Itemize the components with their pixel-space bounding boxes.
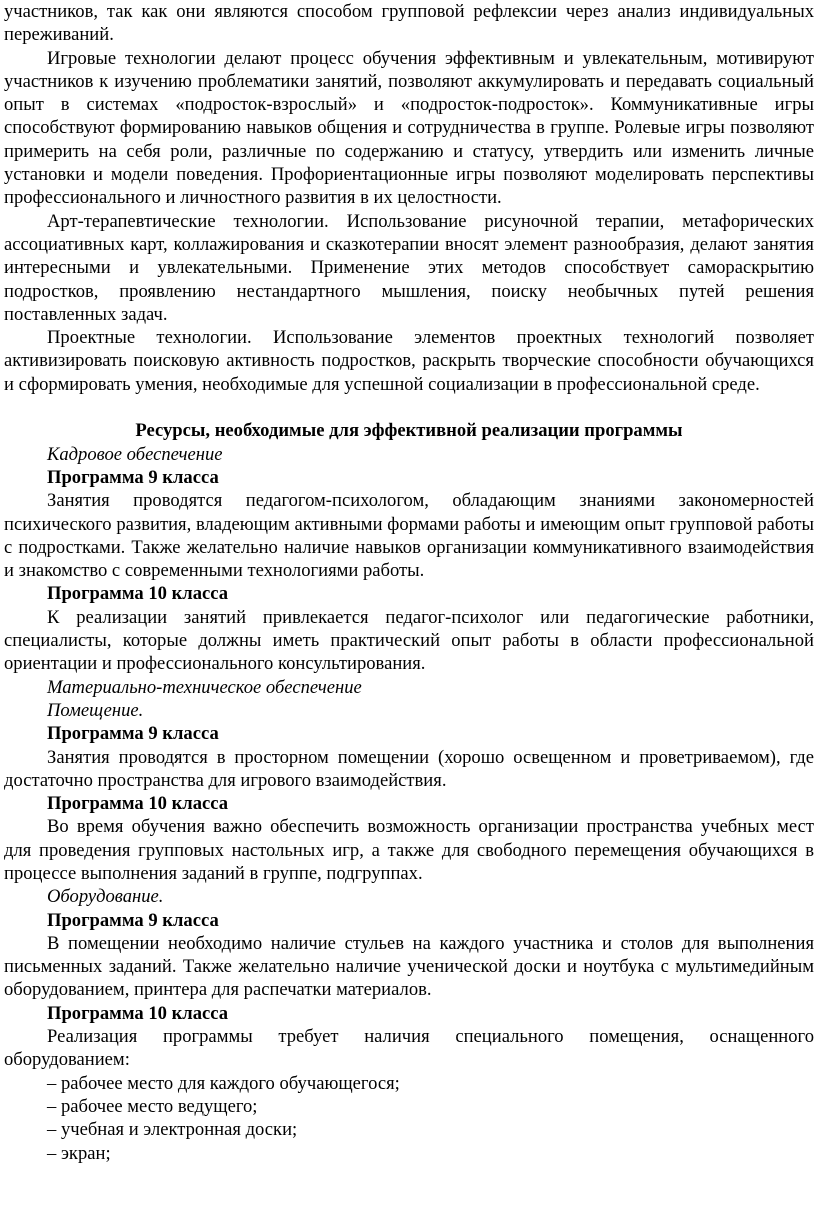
list-item: – рабочее место ведущего; [47,1095,258,1117]
paragraph-staffing-9: Занятия проводятся педагогом-психологом, обладающим знаниями закономерностей психического развития, владеющим активными формами работы и имеющим опыт групповой работы с подростками. Также желательно наличие навыков организации коммуникативного взаимодействия и знакомство с современными технологиями работы. [4,490,814,582]
label-program-10-equipment: Программа 10 класса [47,1002,229,1024]
subheading-staffing: Кадровое обеспечение [47,443,223,465]
paragraph-art-therapy: Арт-терапевтические технологии. Использование рисуночной терапии, метафорических ассоциативных карт, коллажирования и сказкотерапии вносят элемент разнообразия, делают занятия интересными и увлекательными. Применение этих методов способствует самораскрытию подростков, проявлению нестандартного мышления, поиску необычных путей решения поставленных задач. [4,210,814,325]
paragraph-equipment-10: Реализация программы требует наличия специального помещения, оснащенного оборудованием: [4,1026,814,1071]
label-program-9-equipment: Программа 9 класса [47,909,219,931]
label-program-10-staffing: Программа 10 класса [47,583,229,605]
paragraph-game-technologies: Игровые технологии делают процесс обучения эффективным и увлекательным, мотивируют участников к изучению проблематики занятий, позволяют аккумулировать и передавать социальный опыт в системах «подросток-взрослый» и «подросток-подросток». Коммуникативные игры способствуют формированию навыков общения и сотрудничества в группе. Ролевые игры позволяют примерить на себя роли, различные по содержанию и статусу, утвердить или изменить личные установки и модели поведения. Профориентационные игры позволяют моделировать перспективы профессионального и личностного развития в их целостности. [4,47,814,209]
subheading-room: Помещение. [47,699,144,721]
label-program-9-staffing: Программа 9 класса [47,466,219,488]
list-item: – экран; [47,1142,111,1164]
subheading-material: Материально-техническое обеспечение [47,676,362,698]
paragraph-room-10: Во время обучения важно обеспечить возможность организации пространства учебных мест для проведения групповых настольных игр, а также для свободного перемещения обучающихся в процессе выполнения заданий в группе, подгруппах. [4,816,814,884]
paragraph-staffing-10: К реализации занятий привлекается педагог-психолог или педагогические работники, специалисты, которые должны иметь практический опыт работы в области профессиональной ориентации и профессионального консультирования. [4,606,814,675]
subheading-equipment: Оборудование. [47,886,164,908]
section-heading-resources: Ресурсы, необходимые для эффективной реализации программы [135,420,683,442]
label-program-9-room: Программа 9 класса [47,723,219,745]
paragraph-project-technologies: Проектные технологии. Использование элементов проектных технологий позволяет активизировать поисковую активность подростков, раскрыть творческие способности обучающихся и сформировать умения, необходимые для успешной социализации в профессиональной среде. [4,327,814,395]
paragraph-room-9: Занятия проводятся в просторном помещении (хорошо освещенном и проветриваемом), где достаточно пространства для игрового взаимодействия. [4,746,814,791]
list-item: – учебная и электронная доски; [47,1119,298,1141]
label-program-10-room: Программа 10 класса [47,793,229,815]
paragraph-equipment-9: В помещении необходимо наличие стульев на каждого участника и столов для выполнения письменных заданий. Также желательно наличие ученической доски и ноутбука с мультимедийным оборудованием, принтера для распечатки материалов. [4,932,814,1001]
paragraph-continuation: участников, так как они являются способом групповой рефлексии через анализ индивидуальных переживаний. [4,1,814,46]
list-item: – рабочее место для каждого обучающегося; [47,1072,400,1094]
